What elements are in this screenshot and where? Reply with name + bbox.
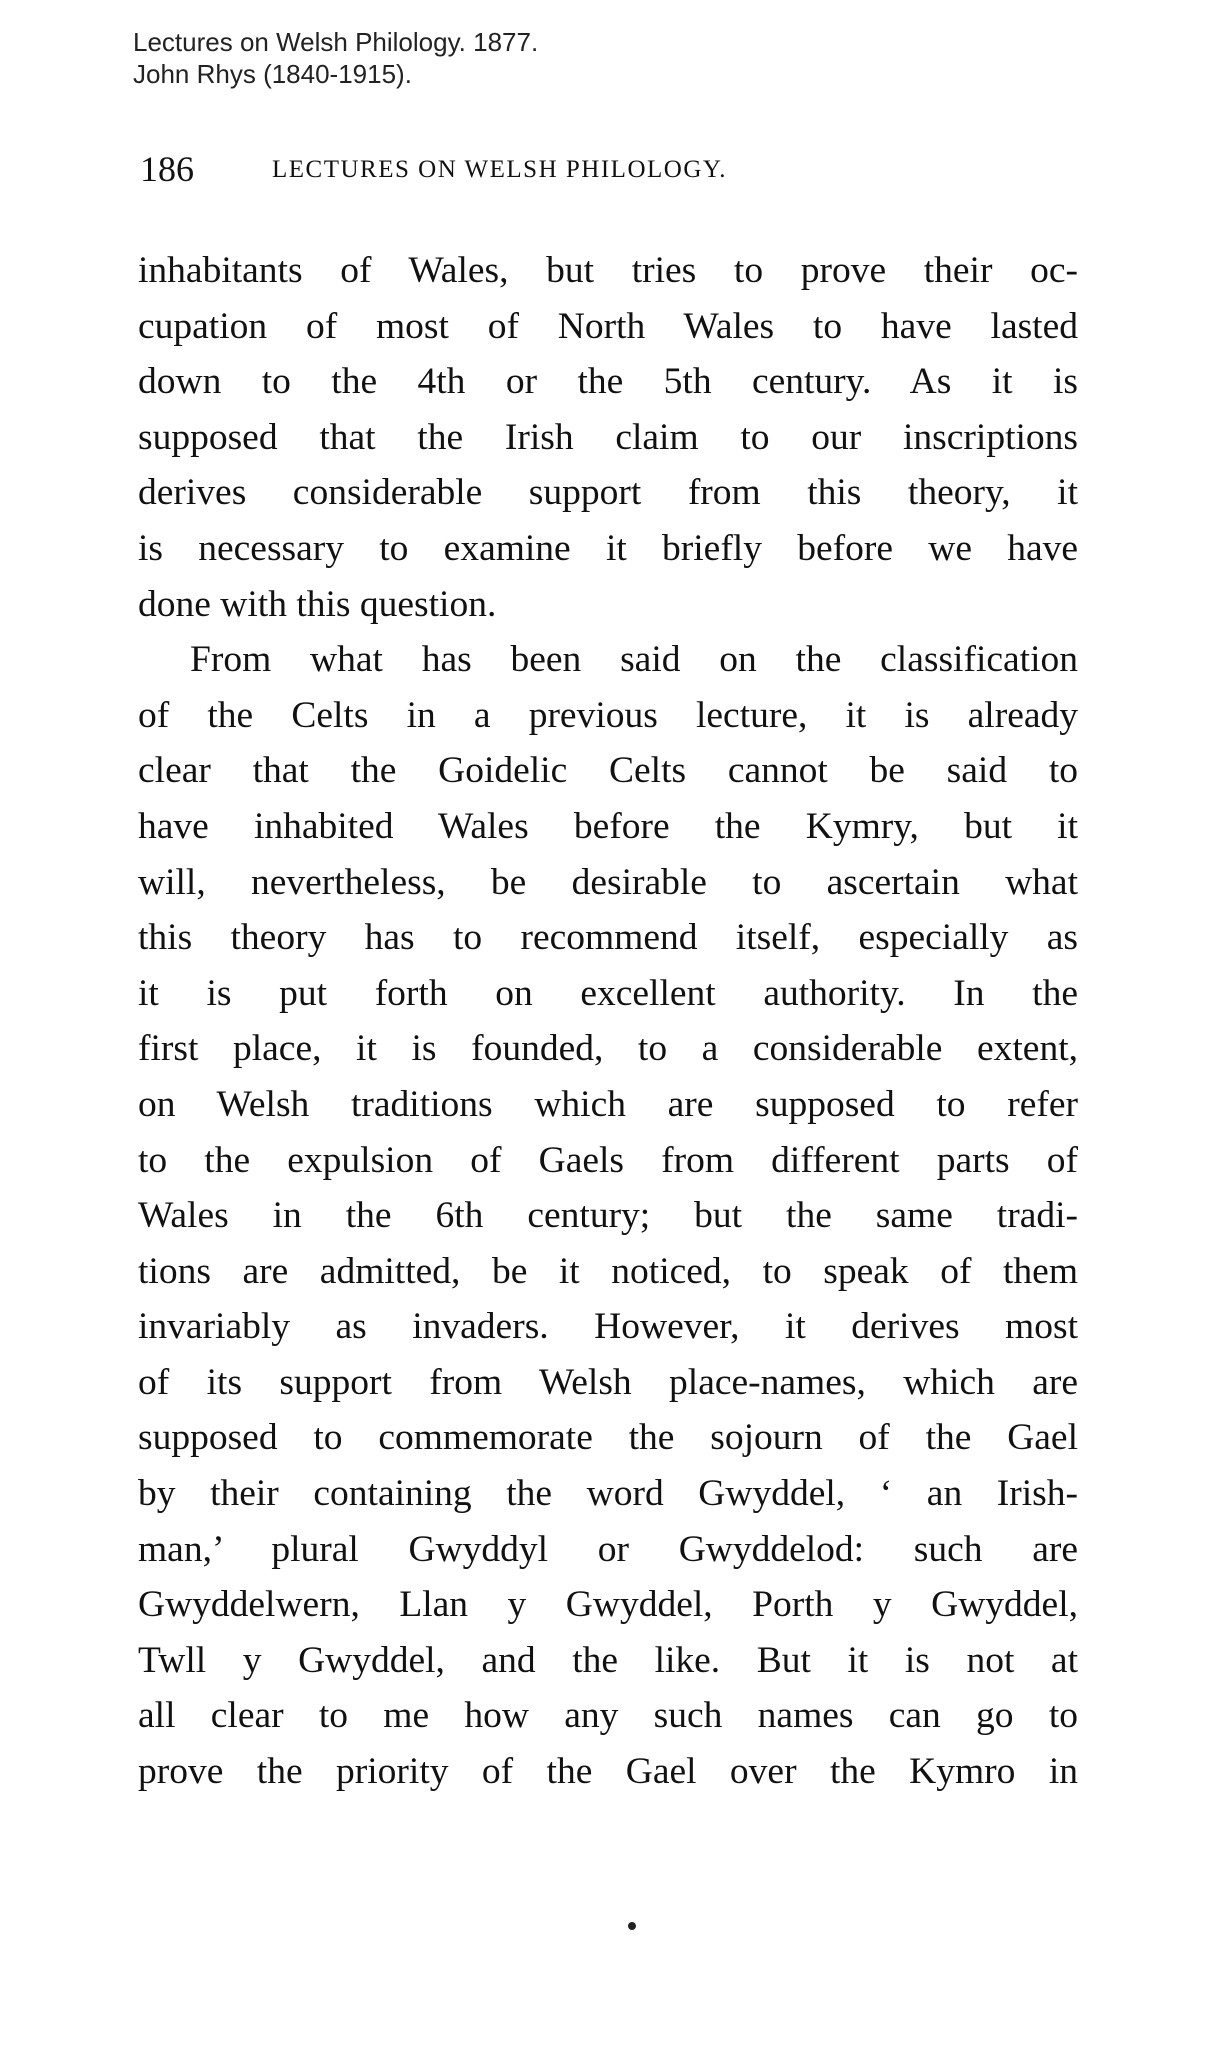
text-line: is necessary to examine it briefly before we have — [138, 527, 1078, 569]
text-line: Gwyddelwern, Llan y Gwyddel, Porth y Gwyddel, — [138, 1584, 1078, 1626]
source-author: John Rhys (1840-1915). — [133, 59, 412, 89]
text-line: From what has been said on the classification — [190, 639, 1078, 681]
text-line: derives considerable support from this theory, it — [138, 472, 1078, 514]
text-line: of the Celts in a previous lecture, it is already — [138, 694, 1078, 736]
paragraph-1 — [138, 243, 1078, 632]
page-body — [138, 243, 1078, 1800]
text-line: cupation of most of North Wales to have lasted — [138, 305, 1078, 347]
text-line: to the expulsion of Gaels from different parts of — [138, 1139, 1078, 1181]
text-line: inhabitants of Wales, but tries to prove their oc- — [138, 250, 1078, 291]
text-line: of its support from Welsh place-names, which are — [138, 1361, 1078, 1403]
source-note — [133, 26, 538, 90]
text-line: Wales in the 6th century; but the same tradi- — [138, 1195, 1078, 1237]
text-line: Twll y Gwyddel, and the like. But it is not at — [138, 1639, 1078, 1681]
text-line: supposed to commemorate the sojourn of the Gael — [138, 1417, 1078, 1459]
text-line: prove the priority of the Gael over the Kymro in — [138, 1751, 1078, 1793]
text-line: by their containing the word Gwyddel, ‘ an Irish- — [138, 1473, 1078, 1515]
text-line: have inhabited Wales before the Kymry, but it — [138, 805, 1078, 847]
paragraph-2 — [138, 632, 1078, 1799]
text-line: done with this question. — [138, 583, 497, 625]
text-line: tions are admitted, be it noticed, to speak of them — [138, 1250, 1078, 1292]
page-number: 186 — [140, 149, 194, 189]
signature-mark — [628, 1922, 636, 1930]
text-line: this theory has to recommend itself, especially as — [138, 917, 1078, 959]
text-line: clear that the Goidelic Celts cannot be said to — [138, 750, 1078, 792]
text-line: it is put forth on excellent authority. In the — [138, 972, 1078, 1014]
source-title: Lectures on Welsh Philology. 1877. — [133, 27, 539, 57]
text-line: man,’ plural Gwyddyl or Gwyddelod: such are — [138, 1528, 1078, 1570]
text-line: down to the 4th or the 5th century. As it is — [138, 361, 1078, 403]
text-line: will, nevertheless, be desirable to ascertain what — [138, 861, 1078, 903]
running-header — [140, 148, 1100, 190]
text-line: invariably as invaders. However, it derives most — [138, 1306, 1078, 1348]
running-title: LECTURES ON WELSH PHILOLOGY. — [272, 156, 727, 183]
text-line: all clear to me how any such names can go to — [138, 1695, 1078, 1737]
text-line: first place, it is founded, to a considerable extent, — [138, 1028, 1078, 1070]
text-line: supposed that the Irish claim to our inscriptions — [138, 416, 1078, 458]
text-line: on Welsh traditions which are supposed to refer — [138, 1083, 1078, 1125]
